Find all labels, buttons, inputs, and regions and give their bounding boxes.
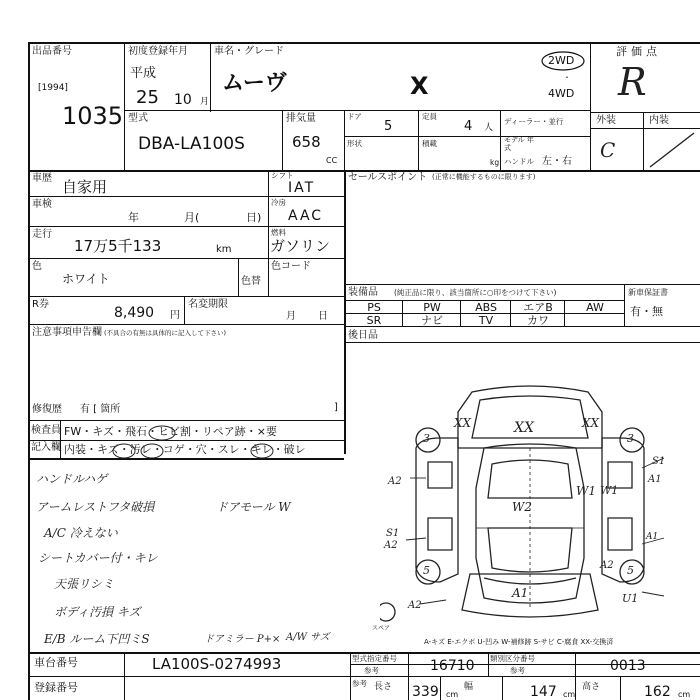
mark-a2-bottom: A2: [408, 600, 422, 611]
fuel-label: 燃料: [271, 228, 286, 237]
damage-legend: A-キズ E-エクボ U-凹み W-補修跡 S-サビ C-腐食 XX-交換済: [424, 638, 614, 646]
handle-label: ハンドル: [504, 157, 534, 166]
entry-label: 記入欄: [31, 442, 61, 453]
mark-a1-right: A1: [648, 474, 662, 485]
width-value: 147: [530, 684, 557, 700]
cooling-label: 冷房: [271, 198, 286, 207]
door-label: ドア: [347, 112, 362, 121]
drive-4wd: 4WD: [548, 87, 575, 100]
mark-w1: W1: [576, 484, 596, 498]
capacity-label: 定員: [422, 112, 437, 121]
reg-month: 10: [174, 92, 192, 108]
mileage-label: 走行: [32, 229, 52, 240]
check-row-1: FW・キズ・飛石・ヒビ割・リペア跡・×要: [64, 425, 277, 438]
spare-label: スペア: [372, 625, 391, 632]
interior-slash: [644, 129, 700, 170]
load-label: 積載: [422, 139, 437, 148]
interior-label: 内装: [649, 115, 669, 126]
ref-label-3: 参考: [352, 679, 367, 688]
equipment-note: (純正品に限り、該当箇所に○印をつけて下さい): [394, 288, 557, 297]
note-7: E/B ルーム下凹ミS: [44, 632, 150, 646]
mark-w1-right: W1: [600, 484, 619, 497]
first-reg-label: 初度登録年月: [128, 46, 188, 57]
capacity-value: 4: [464, 119, 473, 134]
mark-xx-right: XX: [582, 416, 600, 430]
lot-number: 1035: [62, 102, 124, 130]
inspection-day: 日): [246, 211, 262, 224]
history-label: 車歴: [32, 173, 52, 184]
recycle-value: 8,490: [114, 305, 155, 321]
mark-a2-right: A2: [600, 560, 614, 571]
length-value: 339: [412, 684, 439, 700]
mark-xx-left: XX: [454, 416, 472, 430]
color-change-label: 色替: [241, 276, 261, 287]
drive-2wd: 2WD: [548, 54, 575, 67]
model-label: 型式: [128, 113, 148, 124]
score-label: 評価点: [616, 45, 661, 58]
category-label: 類別区分番号: [490, 654, 535, 663]
shift-value: IAT: [288, 180, 316, 196]
handle-value: 左・右: [542, 156, 572, 167]
mark-s1-left: S1: [386, 528, 400, 539]
lot-label: 出品番号: [32, 46, 72, 57]
ref-label-2: 参考: [510, 666, 525, 675]
mark-u1: U1: [622, 592, 639, 605]
equip-abs: ABS: [475, 301, 497, 314]
color-label: 色: [32, 261, 42, 272]
sales-note: (正常に機能するものに限ります): [432, 173, 536, 181]
equip-leather: カワ: [527, 314, 549, 327]
mileage-unit: km: [216, 244, 232, 255]
doors-value: 5: [384, 119, 393, 134]
reg-label: 登録番号: [34, 681, 78, 694]
displacement-value: 658: [292, 133, 321, 151]
ref-label-1: 参考: [364, 666, 379, 675]
mark-w2: W2: [512, 500, 532, 514]
category-value: 0013: [610, 658, 646, 674]
month-unit: 月: [200, 97, 210, 107]
warranty-label: 新車保証書: [628, 288, 668, 297]
inspection-month: 月(: [184, 211, 200, 224]
wheel-num-fr: 3: [627, 432, 634, 445]
note-8: ドアミラー P+×: [204, 634, 281, 645]
mark-a2-left-2: A2: [384, 540, 398, 551]
dealer-label: ディーラー・並行: [504, 117, 564, 126]
model-year-label: モデル 年式: [504, 136, 534, 152]
color-code-label: 色コード: [271, 261, 311, 272]
score-value: R: [618, 60, 647, 104]
reg-year: 25: [136, 87, 159, 108]
shift-label: シフト: [271, 171, 294, 180]
note-4: シートカバー付・キレ: [38, 551, 158, 565]
mark-a2-left: A2: [388, 476, 402, 487]
repair-value: 有 [ 箇所: [80, 404, 121, 415]
height-value: 162: [644, 684, 671, 700]
length-label: 長さ: [374, 682, 393, 692]
name-change-month: 月: [286, 311, 296, 322]
caution-label: 注意事項申告欄: [32, 327, 102, 338]
fuel-value: ガソリン: [270, 237, 331, 255]
wheel-num-rr: 5: [627, 564, 634, 577]
designation-value: 16710: [430, 658, 475, 674]
chassis-value: LA100S-0274993: [152, 655, 282, 673]
grade: X: [410, 72, 429, 100]
exterior-grade: C: [600, 138, 616, 162]
note-5: 天張リシミ: [54, 577, 115, 591]
sales-label: セールスポイント: [348, 172, 428, 183]
equip-navi: ナビ: [421, 314, 443, 327]
year-tag: [1994]: [38, 83, 68, 93]
repair-close: ]: [334, 402, 338, 413]
mark-a1-right-2: A1: [646, 532, 659, 542]
check-row-2: 内装・キズ・汚レ・コゲ・穴・スレ・キレ・破レ: [64, 443, 306, 456]
check-circles: [60, 420, 350, 458]
caution-note: (不具合の有無は具体的に記入して下さい): [104, 329, 227, 337]
equip-tv: TV: [478, 314, 494, 327]
shape-label: 形状: [347, 139, 362, 148]
equip-airbag: エアB: [523, 301, 553, 314]
drive-dot: ・: [563, 73, 571, 82]
name-change-day: 日: [318, 311, 328, 322]
wheel-num-rl: 5: [423, 564, 430, 577]
height-unit: cm: [678, 690, 691, 699]
note-6: ボディ汚損 キズ: [54, 605, 141, 619]
capacity-unit: 人: [484, 123, 494, 133]
length-unit: cm: [446, 690, 459, 699]
color-value: ホワイト: [62, 272, 110, 286]
chassis-label: 車台番号: [34, 656, 78, 669]
mark-xx-center: XX: [514, 420, 534, 436]
exterior-label: 外装: [596, 115, 616, 126]
equip-ps: PS: [367, 301, 381, 314]
mark-s1-right: S1: [652, 456, 666, 467]
kg-unit: kg: [490, 158, 500, 167]
name-change-label: 名変期限: [188, 299, 228, 310]
equipment-label: 装備品: [348, 287, 378, 298]
mark-a1-bottom: A1: [512, 586, 529, 600]
equip-sr: SR: [366, 314, 382, 327]
note-9: A/W サズ: [286, 632, 330, 643]
note-1: ハンドルハゲ: [36, 472, 108, 486]
car-name: ムーヴ: [222, 71, 287, 96]
recycle-label: R券: [32, 299, 49, 310]
repair-label: 修復歴: [32, 404, 62, 415]
displacement-label: 排気量: [286, 113, 316, 124]
inspection-label: 車検: [32, 199, 52, 210]
extra-note: ドアモール W: [216, 500, 291, 514]
history-value: 自家用: [62, 178, 108, 196]
inspection-year: 年: [128, 211, 139, 224]
designation-label: 型式指定番号: [352, 654, 397, 663]
cc-unit: CC: [326, 156, 338, 165]
era: 平成: [130, 66, 157, 81]
width-label: 幅: [464, 682, 474, 692]
wheel-num-fl: 3: [423, 432, 430, 445]
note-3: A/C 冷えない: [44, 526, 118, 540]
width-unit: cm: [563, 690, 576, 699]
equip-aw: AW: [586, 301, 604, 314]
cooling-value: AAC: [288, 208, 324, 224]
model-value: DBA-LA100S: [138, 134, 245, 154]
inspector-label: 検査員: [31, 425, 61, 436]
note-2: アームレストフタ破損: [36, 500, 155, 514]
equip-pw: PW: [423, 301, 441, 314]
aftermarket-label: 後日品: [348, 330, 378, 341]
warranty-value: 有・無: [630, 305, 663, 318]
recycle-unit: 円: [170, 310, 180, 321]
mileage-value: 17万5千133: [74, 237, 162, 255]
name-grade-label: 車名・グレード: [214, 46, 284, 57]
height-label: 高さ: [582, 682, 601, 692]
